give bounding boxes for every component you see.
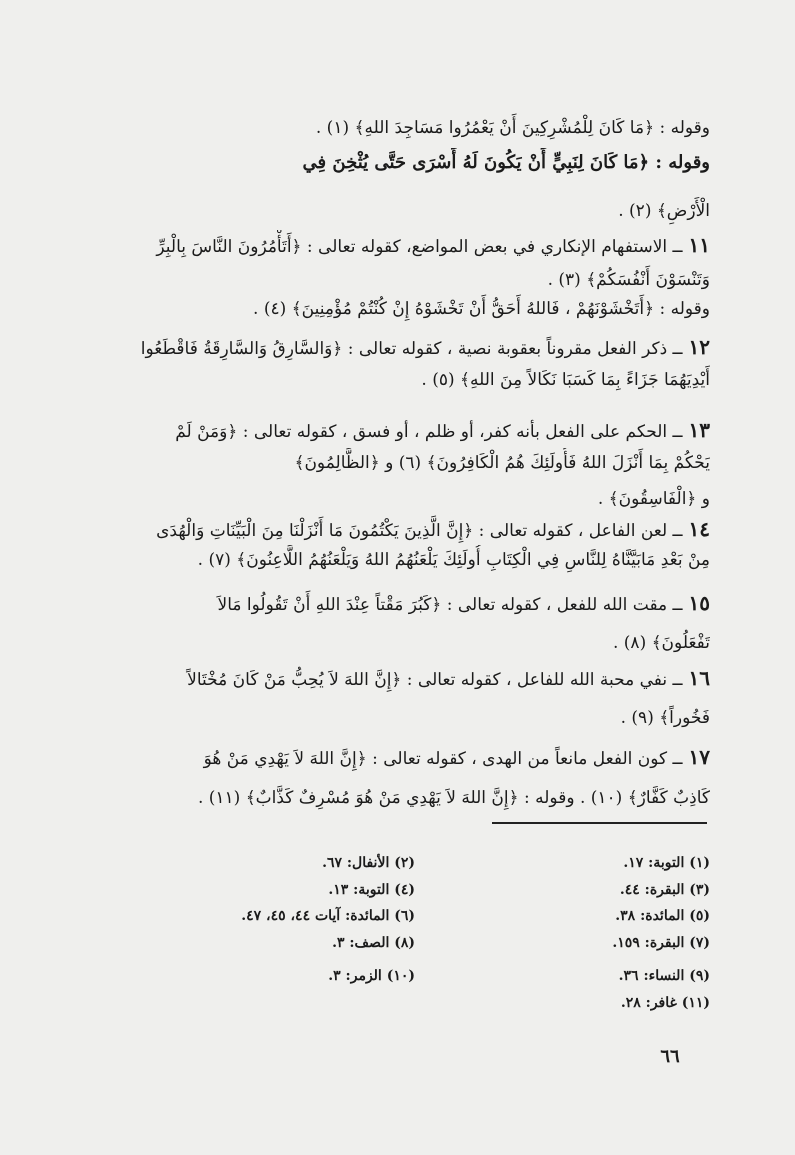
body-line	[70, 113, 710, 143]
item-number: ١٧	[688, 745, 710, 769]
line-text: وَتَنْسَوْنَ أَنْفُسَكُمْ﴾ (٣) .	[547, 270, 710, 290]
body-line	[70, 448, 710, 478]
body-line	[70, 265, 710, 295]
body-line	[70, 196, 710, 226]
body-line	[70, 588, 710, 620]
line-text: و ﴿الْفَاسِقُونَ﴾ .	[597, 489, 710, 509]
line-text: ــ ذكر الفعل مقروناً بعقوبة نصية ، كقوله تعالى : ﴿وَالسَّارِقُ وَالسَّارِقَةُ فَاقْطَعُوا	[140, 339, 683, 359]
line-text: وقوله : ﴿أَتَخْشَوْنَهُمْ ، فَاللهُ أَحَقُّ أَنْ تَخْشَوْهُ إِنْ كُنْتُمْ مُؤْمِنِينَ﴾ (٤) .	[253, 299, 710, 319]
line-text: كَاذِبٌ كَفَّارٌ﴾ (١٠) . وقوله : ﴿إِنَّ اللهَ لاَ يَهْدِي مَنْ هُوَ مُسْرِفٌ كَذَّابٌ﴾ (١١) .	[197, 788, 710, 808]
body-line	[70, 703, 710, 733]
line-text: ــ مقت الله للفعل ، كقوله تعالى : ﴿كَبُرَ مَقْتاً عِنْدَ اللهِ أَنْ تَقُولُوا مَالاَ	[217, 595, 683, 615]
line-text: فَخُوراً﴾ (٩) .	[620, 708, 710, 728]
line-text: يَحْكُمْ بِمَا أَنْزَلَ اللهُ فَأُولَئِكَ هُمُ الْكَافِرُونَ﴾ (٦) و ﴿الظَّالِمُونَ﴾	[294, 453, 710, 473]
footnote: (١١) غافر: ٢٨.	[620, 995, 710, 1011]
footnote: (١٠) الزمر: ٣.	[328, 968, 415, 984]
item-number: ١١	[688, 233, 710, 257]
line-text: ــ الاستفهام الإنكاري في بعض المواضع، كقوله تعالى : ﴿أَتَأْمُرُونَ النَّاسَ بِالْبِرِّ	[156, 237, 683, 257]
footnote: (٤) التوبة: ١٣.	[328, 882, 415, 898]
footnote: (٦) المائدة: آيات ٤٤، ٤٥، ٤٧.	[241, 908, 415, 924]
line-text: ــ الحكم على الفعل بأنه كفر، أو ظلم ، أو فسق ، كقوله تعالى : ﴿وَمَنْ لَمْ	[175, 422, 683, 442]
line-text: ــ كون الفعل مانعاً من الهدى ، كقوله تعالى : ﴿إِنَّ اللهَ لاَ يَهْدِي مَنْ هُوَ	[203, 749, 683, 769]
body-line	[70, 628, 710, 658]
line-text: مِنْ بَعْدِ مَابَيَّنَّاهُ لِلنَّاسِ فِي الْكِتَابِ أُولَئِكَ يَلْعَنُهُمُ اللهُ وَيَلْعَنُهُمُ اللَّاعِنُونَ﴾ (٧) .	[197, 550, 710, 570]
footnote: (٧) البقرة: ١٥٩.	[612, 935, 710, 951]
line-text: تَفْعَلُونَ﴾ (٨) .	[612, 633, 710, 653]
line-text: أَيْدِيَهُمَا جَزَاءً بِمَا كَسَبَا نَكَالاً مِنَ اللهِ﴾ (٥) .	[421, 370, 710, 390]
body-line	[70, 294, 710, 324]
footnote: (٨) الصف: ٣.	[332, 935, 415, 951]
body-line	[70, 332, 710, 364]
item-number: ١٤	[688, 517, 710, 541]
footnote: (٩) النساء: ٣٦.	[618, 968, 710, 984]
item-number: ١٥	[688, 591, 710, 615]
line-text: ــ لعن الفاعل ، كقوله تعالى : ﴿إِنَّ الَّذِينَ يَكْتُمُونَ مَا أَنْزَلْنَا مِنَ الْبَيِّنَاتِ وَالْهُدَى	[156, 521, 683, 541]
footnote: (٥) المائدة: ٣٨.	[615, 908, 710, 924]
body-line	[70, 663, 710, 695]
item-number: ١٢	[688, 335, 710, 359]
line-text: وقوله : ﴿مَا كَانَ لِلْمُشْرِكِينَ أَنْ يَعْمُرُوا مَسَاجِدَ اللهِ﴾ (١) .	[315, 118, 710, 138]
body-line	[70, 545, 710, 575]
page-number: ٦٦	[660, 1046, 680, 1067]
item-number: ١٦	[688, 666, 710, 690]
line-text: الْأَرْضِ﴾ (٢) .	[618, 201, 710, 221]
body-line	[70, 514, 710, 546]
body-line	[70, 365, 710, 395]
body-line	[70, 148, 710, 178]
footnote-divider	[492, 822, 707, 824]
body-line	[70, 742, 710, 774]
line-text: ــ نفي محبة الله للفاعل ، كقوله تعالى : ﴿إِنَّ اللهَ لاَ يُحِبُّ مَنْ كَانَ مُخْتَالاً	[187, 670, 683, 690]
line-text: وقوله : ﴿مَا كَانَ لِنَبِيٍّ أَنْ يَكُونَ لَهُ أَسْرَى حَتَّى يُثْخِنَ فِي	[302, 152, 710, 173]
footnote: (١) التوبة: ١٧.	[623, 855, 710, 871]
item-number: ١٣	[688, 418, 710, 442]
body-line	[70, 230, 710, 262]
body-line	[70, 484, 710, 514]
footnote: (٣) البقرة: ٤٤.	[619, 882, 710, 898]
body-line	[70, 783, 710, 813]
footnote: (٢) الأنفال: ٦٧.	[322, 855, 415, 871]
body-line	[70, 415, 710, 447]
